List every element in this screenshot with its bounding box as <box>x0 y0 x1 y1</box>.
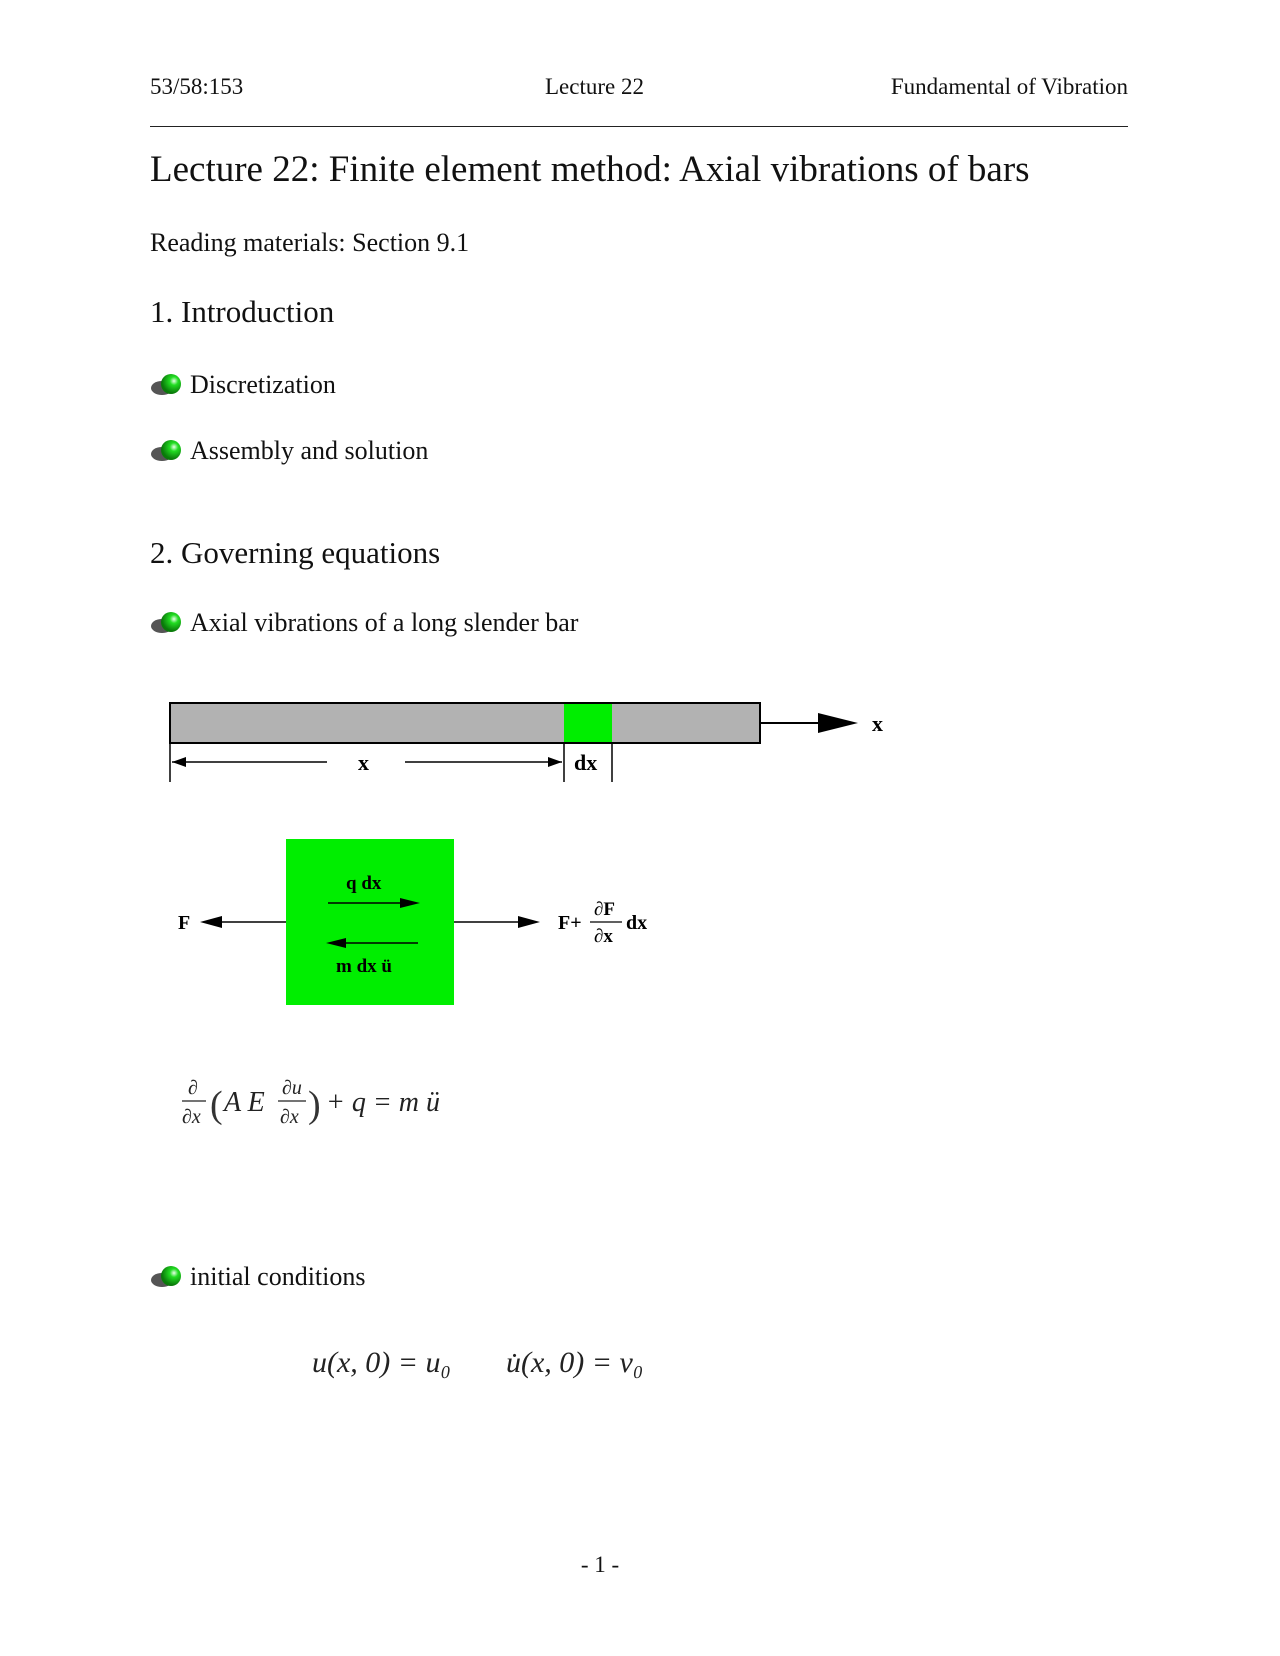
eq-right-paren: ) <box>308 1084 321 1126</box>
green-ball-bullet-icon <box>150 371 184 399</box>
bar-element-dx <box>564 704 612 742</box>
inertia-force-label: m dx ü <box>336 956 392 977</box>
eq-d-denominator: ∂x <box>182 1106 201 1128</box>
header-lecture: Lecture 22 <box>545 74 644 99</box>
initial-condition-displacement: u(x, 0) = u₀ <box>312 1346 451 1379</box>
bullet-axial-vibrations <box>150 608 578 638</box>
eq-du-denominator: ∂x <box>280 1106 299 1128</box>
position-label: x <box>358 750 369 775</box>
element-label: dx <box>574 750 598 775</box>
bullet-text: initial conditions <box>190 1262 366 1291</box>
green-ball-bullet-icon <box>150 437 184 465</box>
green-ball-bullet-icon <box>150 609 184 637</box>
right-force-arrowhead <box>518 916 540 928</box>
bullet-assembly <box>150 436 428 466</box>
right-force-partial-den: ∂x <box>594 926 613 947</box>
right-force-prefix: F+ <box>558 912 582 934</box>
right-force-suffix: dx <box>626 912 648 934</box>
reading-materials: Reading materials: Section 9.1 <box>150 228 470 257</box>
header-subject: Fundamental of Vibration <box>890 74 1128 99</box>
x-axis-label: x <box>872 711 883 736</box>
governing-equation <box>178 1074 498 1144</box>
bullet-text: Discretization <box>190 370 336 399</box>
section-heading-governing-equations: 2. Governing equations <box>150 535 441 570</box>
distributed-load-label: q dx <box>346 873 382 894</box>
page-title: Lecture 22: Finite element method: Axial vibrations of bars <box>150 149 1030 190</box>
page-number: - 1 - <box>580 1552 620 1577</box>
bullet-discretization <box>150 370 336 400</box>
element-free-body-diagram <box>170 835 690 1015</box>
bullet-initial-conditions <box>150 1262 366 1292</box>
green-ball-bullet-icon <box>150 1263 184 1291</box>
initial-condition-velocity: u̇(x, 0) = v₀ <box>506 1346 644 1379</box>
eq-left-paren: ( <box>210 1084 223 1126</box>
x-axis-arrowhead <box>818 713 858 733</box>
bar-diagram <box>150 690 900 790</box>
eq-d-numerator: ∂ <box>188 1077 198 1099</box>
bullet-text: Assembly and solution <box>190 436 429 465</box>
left-force-label: F <box>178 912 191 934</box>
element-block <box>286 839 454 1005</box>
dim-arrow-right <box>548 757 562 767</box>
eq-du-numerator: ∂u <box>282 1077 302 1099</box>
eq-rhs: + q = m ü <box>326 1087 441 1118</box>
eq-ae: A E <box>224 1087 265 1118</box>
bar-body <box>170 703 760 743</box>
bullet-text: Axial vibrations of a long slender bar <box>190 608 579 637</box>
header-course: 53/58:153 <box>150 74 244 99</box>
left-force-arrowhead <box>200 916 222 928</box>
section-heading-introduction: 1. Introduction <box>150 294 335 329</box>
right-force-partial-num: ∂F <box>594 899 615 920</box>
header-rule <box>150 126 1128 127</box>
dim-arrow-left <box>172 757 186 767</box>
